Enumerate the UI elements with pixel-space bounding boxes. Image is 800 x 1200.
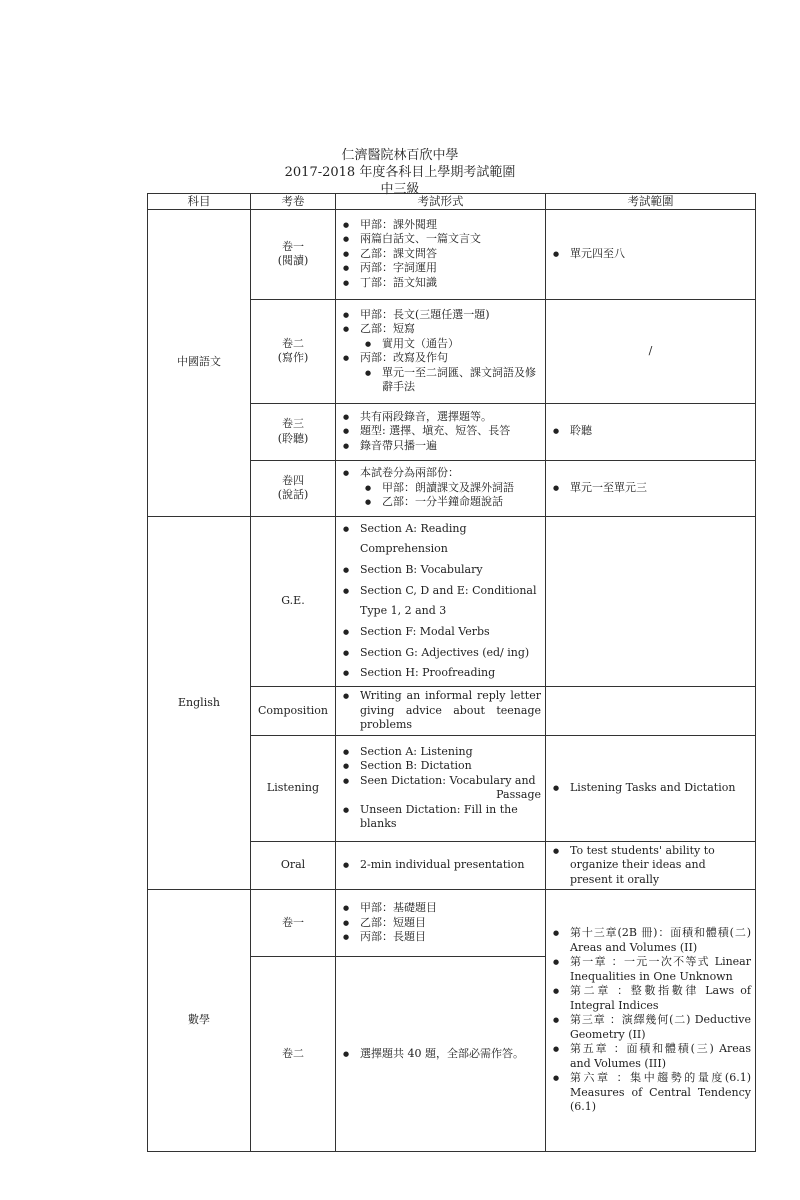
scope-cell: /: [546, 299, 756, 403]
list-item: ● Section B: Vocabulary: [360, 560, 541, 581]
list-item: ● 兩篇白話文、一篇文言文: [360, 232, 541, 247]
list-item-text: 丙部：改寫及作句: [360, 351, 448, 364]
scope-cell: [546, 403, 756, 460]
list-item: ● 單元一至單元三: [570, 481, 751, 496]
table-header-row: [148, 194, 756, 210]
list-item: [360, 322, 541, 351]
scope-cell: [546, 841, 756, 890]
paper-name: 卷二: [251, 957, 336, 1152]
list-item: [360, 774, 541, 803]
paper-subtitle: (說話): [277, 488, 309, 501]
paper-cell: [251, 299, 336, 403]
exam-scope-table: [147, 193, 756, 1152]
list-item: ● 乙部：短題目: [360, 916, 541, 931]
table-row: [148, 209, 756, 299]
list-item: ● Section A: Listening: [360, 745, 541, 760]
scope-cell: [546, 890, 756, 1152]
list-item: ● 第三章 ：演繹幾何(二) Deductive Geometry (II): [570, 1013, 751, 1042]
format-cell: [336, 957, 546, 1152]
list-item: ● 第五章 ：面積和體積(三) Areas and Volumes (III): [570, 1042, 751, 1071]
list-item: ● 甲部：課外閱理: [360, 218, 541, 233]
document-title: 2017-2018 年度各科目上學期考試範圍: [284, 165, 516, 180]
list-item: ● 甲部：長文(三題任選一題): [360, 308, 541, 323]
list-item: ● 第六章 ：集中趨勢的量度(6.1) Measures of Central Tendency (6.1): [570, 1071, 751, 1115]
format-cell: [336, 299, 546, 403]
list-item: ● Section A: Reading Comprehension: [360, 519, 541, 560]
paper-cell: [251, 209, 336, 299]
col-header-subject: 科目: [148, 194, 251, 210]
list-item: ● Listening Tasks and Dictation: [570, 781, 751, 796]
list-item: ● 第一章 ：一元一次不等式 Linear Inequalities in One Unknown: [570, 955, 751, 984]
col-header-format: 考試形式: [336, 194, 546, 210]
list-item: ● 題型: 選擇、塡充、短答、長答: [360, 424, 541, 439]
list-item: ● 甲部：朗讀課文及課外詞語: [382, 481, 541, 496]
grade-label: 中三級: [380, 182, 420, 197]
paper-subtitle: (閱讀): [277, 254, 309, 267]
list-item: ● 聆聽: [570, 424, 751, 439]
list-item: ● 選擇題共 40 題，全部必需作答。: [360, 1047, 541, 1062]
list-item-text: ● Seen Dictation: Vocabulary and: [360, 773, 536, 787]
list-item: ● 甲部：基礎題目: [360, 901, 541, 916]
list-item: ● 丁部：語文知識: [360, 276, 541, 291]
format-cell: [336, 460, 546, 516]
list-item-text: Passage: [496, 788, 541, 802]
table-row: [148, 890, 756, 957]
list-item: ● 丙部：長題目: [360, 930, 541, 945]
scope-cell: [546, 516, 756, 687]
list-item: ● 乙部：一分半鐘命題說話: [382, 495, 541, 510]
list-item: [360, 351, 541, 395]
list-item: ● To test students' ability to organize their ideas and present it orally: [570, 844, 751, 888]
paper-name: Composition: [251, 687, 336, 736]
list-item: ● 乙部：課文問答: [360, 247, 541, 262]
col-header-paper: 考卷: [251, 194, 336, 210]
paper-name: 卷三: [282, 417, 304, 430]
paper-name: G.E.: [251, 516, 336, 687]
list-item: ● 單元四至八: [570, 247, 751, 262]
subject-math: 數學: [148, 890, 251, 1152]
list-item: ● Section H: Proofreading: [360, 663, 541, 684]
paper-name: 卷四: [282, 473, 304, 487]
format-cell: [336, 687, 546, 736]
list-item: ● 實用文（通告）: [382, 337, 541, 352]
paper-name: 卷一: [282, 239, 304, 253]
col-header-scope: 考試範圍: [546, 194, 756, 210]
list-item: ● Section B: Dictation: [360, 759, 541, 774]
scope-cell: [546, 687, 756, 736]
subject-chinese: 中國語文: [148, 209, 251, 516]
list-item: ● 錄音帶只播一遍: [360, 439, 541, 454]
format-cell: [336, 735, 546, 841]
paper-cell: [251, 403, 336, 460]
school-name: 仁濟醫院林百欣中學: [341, 148, 459, 163]
format-cell: [336, 516, 546, 687]
list-item: ● Section G: Adjectives (ed/ ing): [360, 643, 541, 664]
paper-name: 卷二: [282, 336, 304, 350]
list-item: ● 2-min individual presentation: [360, 858, 541, 873]
paper-cell: [251, 460, 336, 516]
paper-name: 卷一: [251, 890, 336, 957]
scope-cell: [546, 735, 756, 841]
format-cell: [336, 403, 546, 460]
list-item: ● 第十三章(2B 冊)：面積和體積(二) Areas and Volumes (II): [570, 926, 751, 955]
list-item: ● 單元一至二詞匯、課文詞語及修辭手法: [382, 366, 541, 395]
list-item: ● Writing an informal reply letter giving advice about teenage problems: [360, 689, 541, 733]
paper-subtitle: (寫作): [277, 351, 309, 364]
table-row: [148, 516, 756, 687]
list-item: ● 共有兩段錄音，選擇題等。: [360, 410, 541, 425]
list-item: ● 丙部：字詞運用: [360, 261, 541, 276]
list-item-text: 乙部：短寫: [360, 322, 415, 335]
scope-cell: [546, 460, 756, 516]
paper-name: Listening: [251, 735, 336, 841]
list-item: ● Section C, D and E: Conditional Type 1, 2 and 3: [360, 581, 541, 622]
subject-english: English: [148, 516, 251, 890]
list-item: [360, 466, 541, 510]
list-item: ● Section F: Modal Verbs: [360, 622, 541, 643]
format-cell: [336, 841, 546, 890]
list-item-text: 本試卷分為兩部份：: [360, 466, 459, 480]
format-cell: [336, 209, 546, 299]
scope-cell: [546, 209, 756, 299]
paper-subtitle: (聆聽): [277, 431, 309, 445]
list-item: ● Unseen Dictation: Fill in the blanks: [360, 803, 541, 832]
format-cell: [336, 890, 546, 957]
list-item: ● 第二章 ：整數指數律 Laws of Integral Indices: [570, 984, 751, 1013]
paper-name: Oral: [251, 841, 336, 890]
